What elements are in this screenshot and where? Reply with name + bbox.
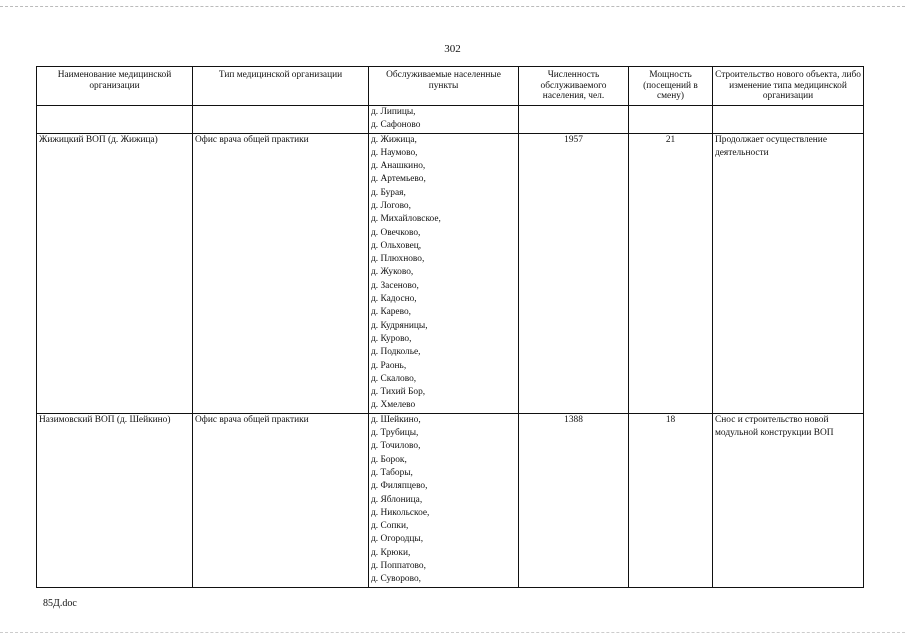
capacity-cell [629, 105, 713, 133]
locality-item: д. Таборы, [371, 467, 413, 478]
locality-item: д. Ольховец, [371, 240, 422, 251]
locality-item: д. Жуково, [371, 267, 414, 278]
locality-item: д. Засеново, [371, 280, 419, 291]
locality-item: д. Курово, [371, 333, 412, 344]
locality-item: д. Борок, [371, 454, 407, 465]
page-number: 302 [444, 43, 461, 55]
locality-item: д. Раонь, [371, 360, 407, 371]
org-type-cell: Офис врача общей практики [193, 133, 369, 413]
locality-item: д. Огородцы, [371, 534, 424, 545]
locality-item: д. Крюки, [371, 547, 411, 558]
locality-item: д. Анашкино, [371, 161, 426, 172]
medical-organizations-table [36, 66, 864, 588]
column-header-population: Численность обслуживаемого населения, чел. [519, 67, 629, 106]
locality-item: д. Кудряницы, [371, 320, 428, 331]
locality-item: д. Артемьево, [371, 174, 426, 185]
population-cell [519, 105, 629, 133]
table-row-nazimovsky [37, 413, 864, 587]
column-header-type: Тип медицинской организации [193, 67, 369, 106]
locality-item: д. Липицы, [371, 106, 416, 117]
locality-item: д. Никольское, [371, 507, 430, 518]
population-cell: 1388 [519, 413, 629, 587]
org-name-cell [37, 105, 193, 133]
scan-edge-top [0, 0, 905, 7]
locality-item: д. Трубицы, [371, 428, 419, 439]
org-type-cell: Офис врача общей практики [193, 413, 369, 587]
capacity-cell: 18 [629, 413, 713, 587]
column-header-name: Наименование медицинской организации [37, 67, 193, 106]
localities-cell [369, 133, 519, 413]
column-header-construction: Строительство нового объекта, либо изменение типа медицинской организации [713, 67, 864, 106]
column-header-capacity: Мощность (посещений в смену) [629, 67, 713, 106]
capacity-cell: 21 [629, 133, 713, 413]
locality-item: д. Сафоново [371, 119, 421, 130]
table-row-zhizhitsky [37, 133, 864, 413]
locality-item: д. Суворово, [371, 574, 421, 585]
locality-item: д. Бурая, [371, 187, 406, 198]
footer-document-name: 85Д.doc [43, 598, 77, 609]
locality-item: д. Наумово, [371, 147, 418, 158]
locality-item: д. Точилово, [371, 441, 421, 452]
locality-item: д. Михайловское, [371, 214, 441, 225]
column-header-localities: Обслуживаемые населенные пункты [369, 67, 519, 106]
locality-item: д. Карево, [371, 307, 411, 318]
locality-item: д. Подколье, [371, 347, 421, 358]
locality-item: д. Логово, [371, 200, 411, 211]
locality-item: д. Яблоница, [371, 494, 423, 505]
construction-cell: Продолжает осуществление деятельности [713, 133, 864, 413]
org-type-cell [193, 105, 369, 133]
locality-item: д. Тихий Бор, [371, 387, 426, 398]
locality-item: д. Жижица, [371, 134, 417, 145]
table-row-continuation [37, 105, 864, 133]
locality-item: д. Скалово, [371, 373, 417, 384]
locality-item: д. Шейкино, [371, 414, 421, 425]
locality-item: д. Овечково, [371, 227, 421, 238]
locality-item: д. Филяпцево, [371, 481, 428, 492]
locality-item: д. Плюхново, [371, 254, 425, 265]
locality-item: д. Поппатово, [371, 561, 426, 571]
scan-edge-bottom [0, 632, 905, 634]
construction-cell: Снос и строительство новой модульной конструкции ВОП [713, 413, 864, 587]
table-header-row [37, 67, 864, 106]
org-name-cell: Назимовский ВОП (д. Шейкино) [37, 413, 193, 587]
localities-cell [369, 105, 519, 133]
locality-item: д. Хмелево [371, 400, 416, 411]
population-cell: 1957 [519, 133, 629, 413]
locality-item: д. Сопки, [371, 521, 409, 532]
construction-cell [713, 105, 864, 133]
locality-item: д. Кадосно, [371, 294, 417, 305]
localities-cell [369, 413, 519, 587]
org-name-cell: Жижицкий ВОП (д. Жижица) [37, 133, 193, 413]
